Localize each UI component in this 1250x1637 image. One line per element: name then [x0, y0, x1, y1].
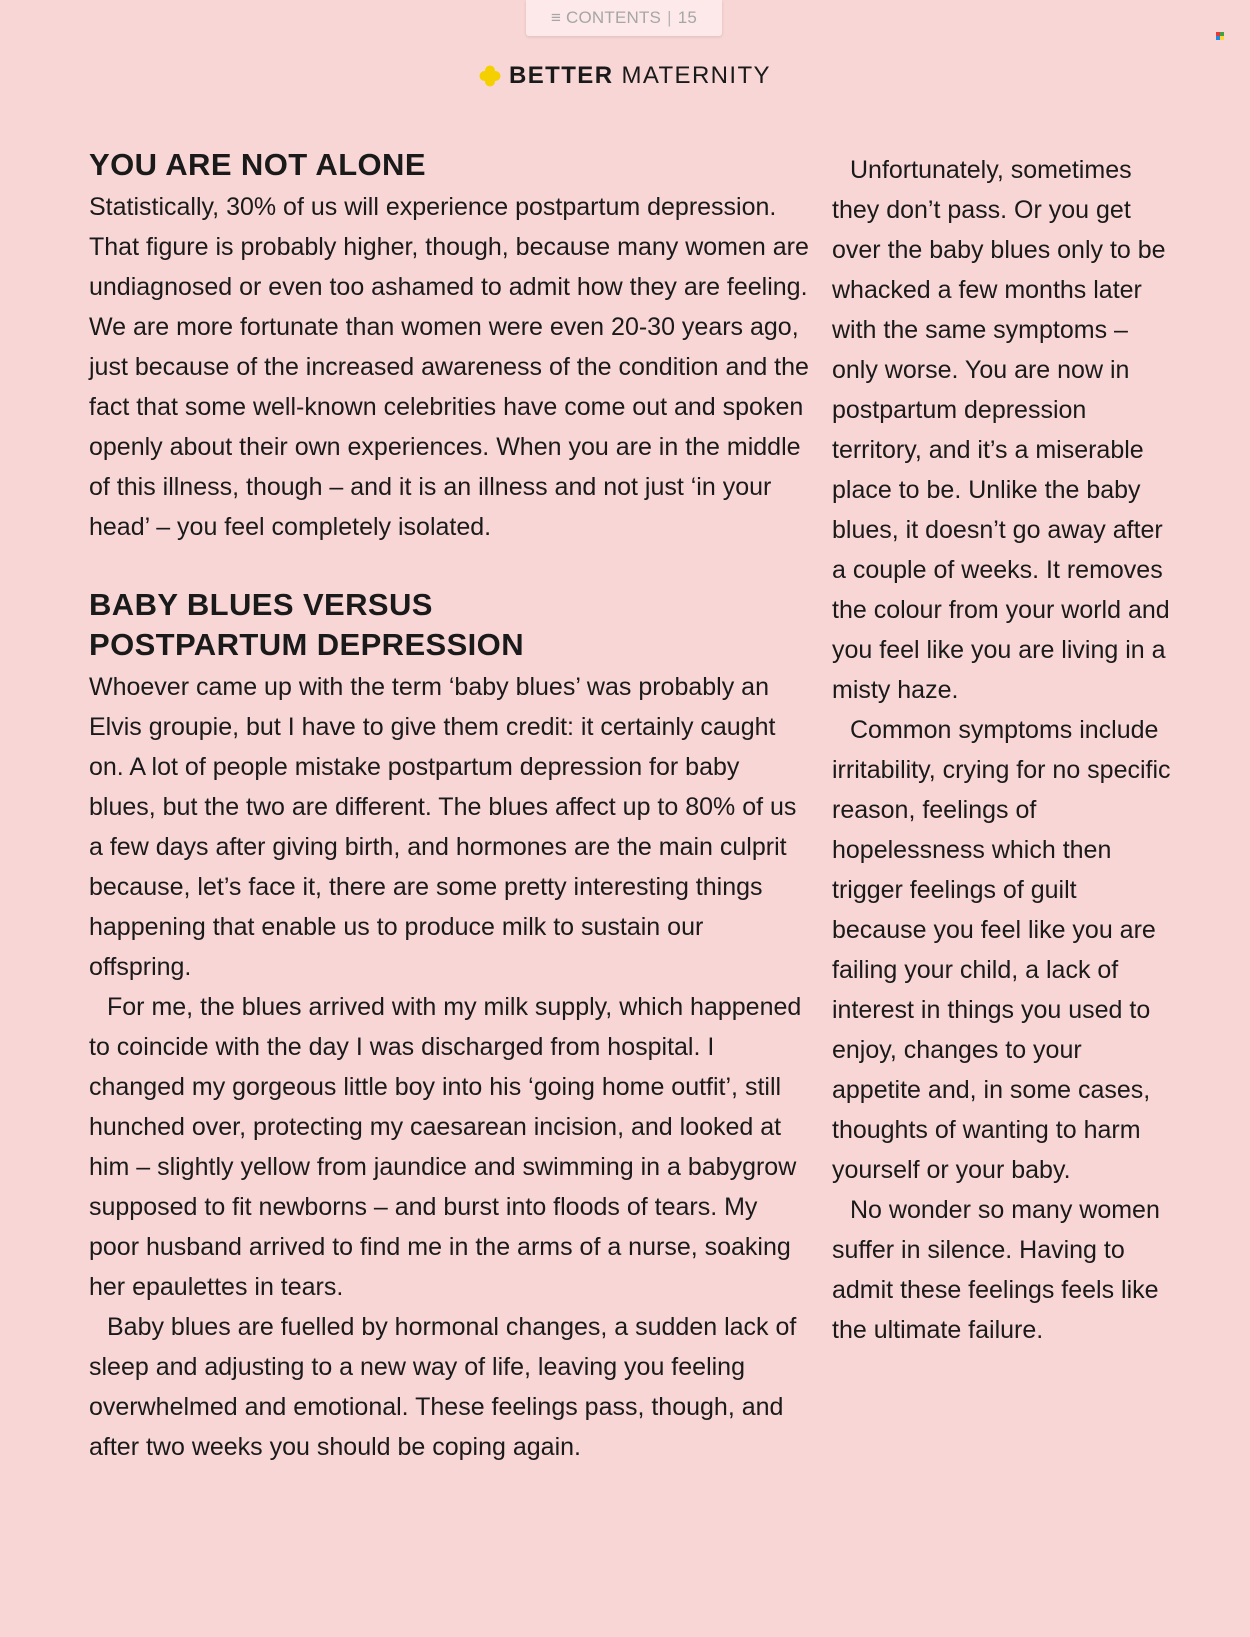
paragraph-term: Whoever came up with the term ‘baby blues’ was probably an Elvis groupie, but I have to give them credit: it certainly caught on. A lot of people mistake postpartum depression for baby blues, but the two are different. The blues affect up to 80% of us a few days after giving birth, and hormones are the main culprit because, let’s face it, there are some pretty interesting things happening that enable us to produce milk to sustain our offspring.: [89, 673, 797, 981]
paragraph-hormonal: Baby blues are fuelled by hormonal changes, a sudden lack of sleep and adjusting to a new way of life, leaving you feeling overwhelmed and emotional. These feelings pass, though, and after two weeks you should be coping again.: [89, 1313, 797, 1461]
paragraph-unfortunately: Unfortunately, sometimes they don’t pass. Or you get over the baby blues only to be whacked a few months later with the same symptoms – only worse. You are now in postpartum depression territory, and it’s a miserable place to be. Unlike the baby blues, it doesn’t go away after a couple of weeks. It removes the colour from your world and you feel like you are living in a misty haze.: [832, 156, 1170, 704]
paragraph-silence: No wonder so many women suffer in silence. Having to admit these feelings feels like the ultimate failure.: [832, 1196, 1160, 1344]
flower-cross-icon: [479, 65, 501, 87]
color-squares-icon: [1216, 32, 1224, 40]
paragraph-symptoms: Common symptoms include irritability, crying for no specific reason, feelings of hopelessness which then trigger feelings of guilt because you feel like you are failing your child, a lack of interest in things you used to enjoy, changes to your appetite and, in some cases, thoughts of wanting to harm yourself or your baby.: [832, 716, 1171, 1184]
masthead-bold: BETTER: [509, 62, 614, 89]
left-column: [89, 145, 809, 1467]
paragraph-statistics: Statistically, 30% of us will experience postpartum depression. That figure is probably higher, though, because many women are undiagnosed or even too ashamed to admit how they are feeling. We are more fortunate than women were even 20-30 years ago, just because of the increased awareness of the condition and the fact that some well-known celebrities have come out and spoken openly about their own experiences. When you are in the middle of this illness, though – and it is an illness and not just ‘in your head’ – you feel completely isolated.: [89, 193, 809, 541]
right-column: [832, 150, 1177, 1350]
contents-button[interactable]: [526, 0, 722, 36]
heading-baby-blues-line-1: BABY BLUES VERSUS: [89, 587, 433, 622]
contents-separator: |: [667, 8, 672, 27]
heading-not-alone: YOU ARE NOT ALONE: [89, 147, 426, 182]
paragraph-personal-story: For me, the blues arrived with my milk supply, which happened to coincide with the day I was discharged from hospital. I changed my gorgeous little boy into his ‘going home outfit’, still hunched over, protecting my caesarean incision, and looked at him – slightly yellow from jaundice and swimming in a babygrow supposed to fit newborns – and burst into floods of tears. My poor husband arrived to find me in the arms of a nurse, soaking her epaulettes in tears.: [89, 993, 802, 1301]
contents-label: ≡ CONTENTS: [550, 8, 662, 27]
heading-baby-blues-line-2: POSTPARTUM DEPRESSION: [89, 627, 524, 662]
masthead: [0, 62, 1250, 94]
heading-baby-blues: [89, 585, 809, 665]
masthead-light: MATERNITY: [621, 62, 771, 89]
page-number: 15: [677, 8, 698, 27]
